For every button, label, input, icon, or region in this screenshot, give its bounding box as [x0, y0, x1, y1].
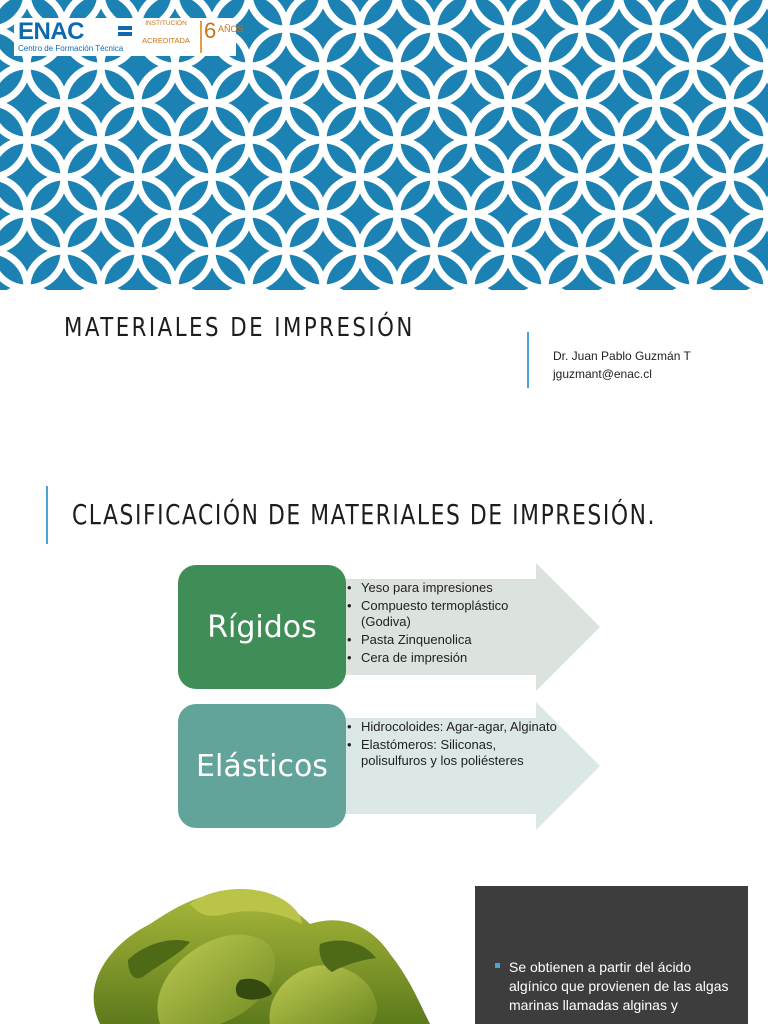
list-item: • Pasta Zinquenolica — [345, 632, 545, 648]
caritas-icon — [118, 26, 132, 36]
list-item: • Hidrocoloides: Agar-agar, Alginato — [345, 719, 560, 735]
elastic-box: Elásticos — [178, 704, 346, 828]
rigid-box: Rígidos — [178, 565, 346, 689]
bullet-square-icon — [495, 963, 500, 968]
logo-name: ENAC — [18, 18, 85, 45]
logo-years-word: AÑOS — [218, 24, 244, 34]
logo-accreditation-line1: INSTITUCIÓN — [145, 20, 187, 27]
section-title: CLASIFICACIÓN DE MATERIALES DE IMPRESIÓN. — [72, 498, 656, 531]
enac-logo — [14, 18, 244, 56]
list-item: • Yeso para impresiones — [345, 580, 545, 596]
logo-separator — [200, 21, 202, 53]
info-text: Se obtienen a partir del ácido algínico que provienen de las algas marinas llamadas alginas y — [509, 959, 729, 1013]
author-name: Dr. Juan Pablo Guzmán T — [553, 349, 691, 363]
info-panel — [475, 886, 748, 1024]
elastic-list — [345, 719, 560, 771]
list-item: • Cera de impresión — [345, 650, 545, 666]
list-item: • Compuesto termoplástico (Godiva) — [345, 598, 545, 630]
logo-subtitle: Centro de Formación Técnica — [18, 44, 124, 53]
section-divider — [46, 486, 48, 544]
rigid-list — [345, 580, 545, 668]
author-email[interactable]: jguzmant@enac.cl — [553, 367, 652, 381]
logo-accreditation-line2: ACREDITADA — [142, 36, 190, 45]
logo-years-number: 6 — [204, 18, 217, 43]
info-text-block — [509, 958, 729, 1015]
list-item: • Elastómeros: Siliconas, polisulfuros y los poliésteres — [345, 737, 560, 769]
seaweed-image — [40, 884, 460, 1024]
author-block — [553, 347, 691, 383]
author-divider — [527, 332, 529, 388]
slide-title: MATERIALES DE IMPRESIÓN — [64, 313, 415, 343]
